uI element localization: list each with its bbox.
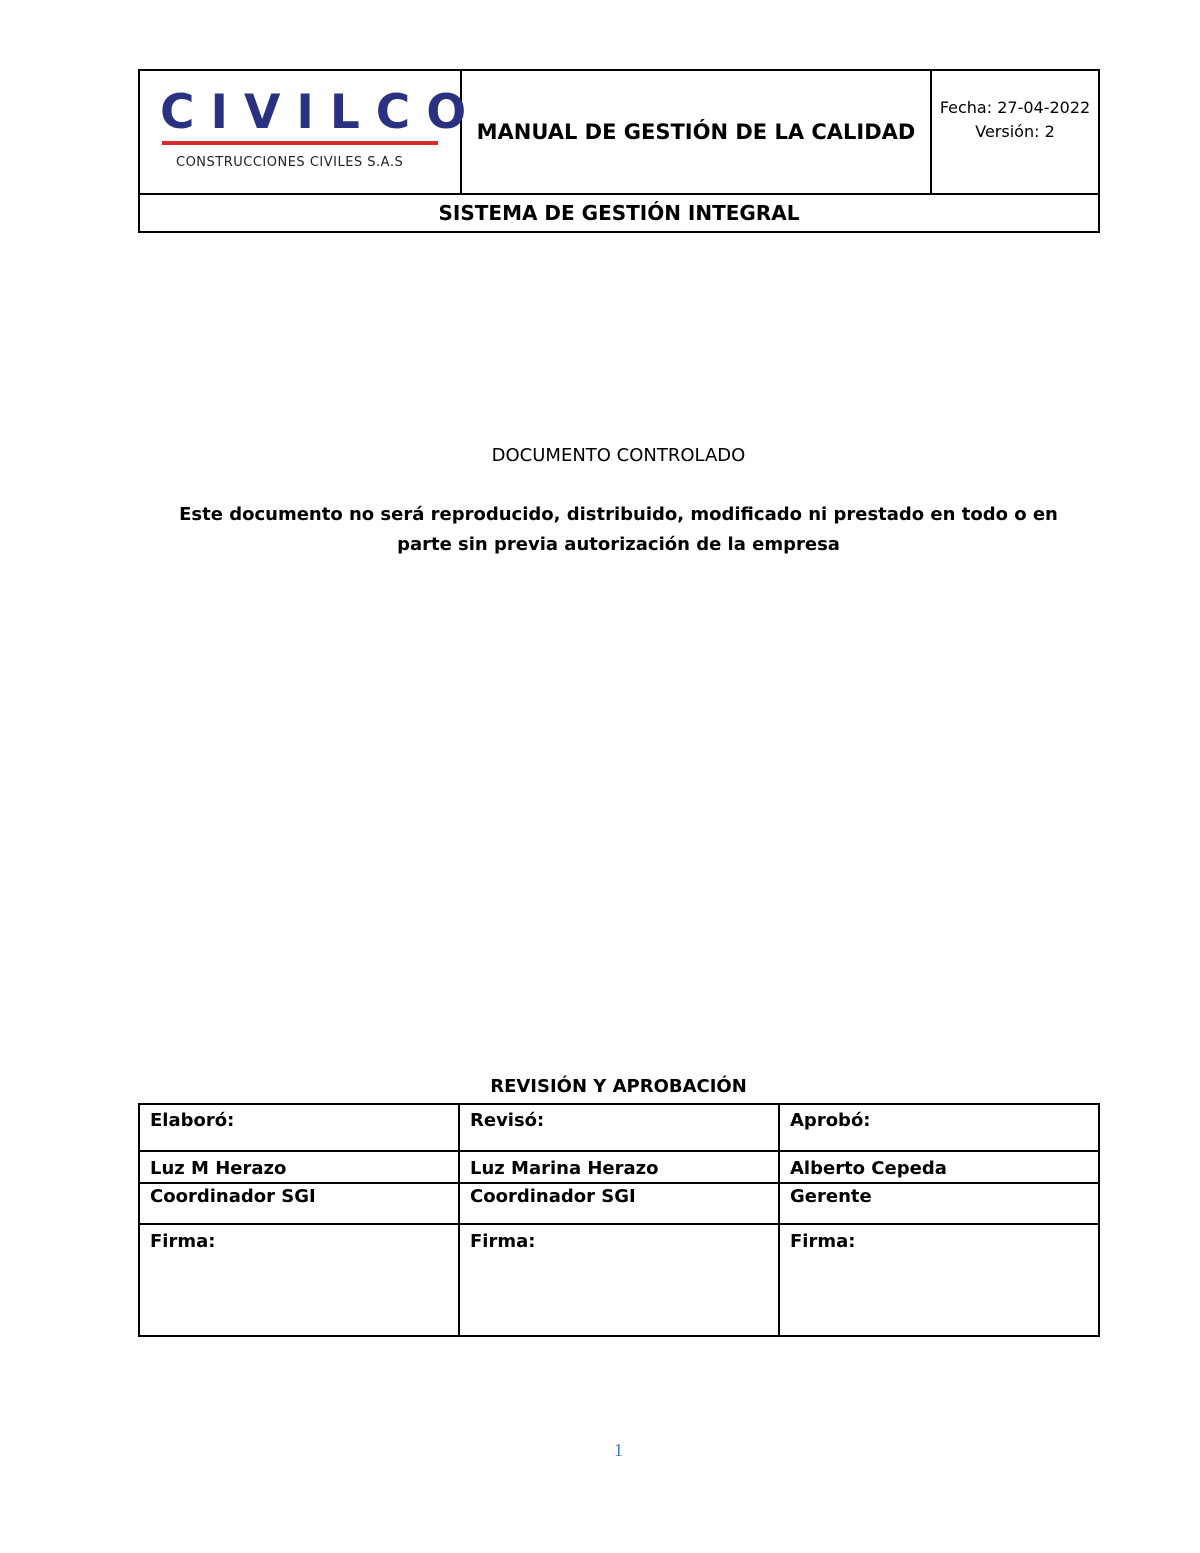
notice-title: DOCUMENTO CONTROLADO (491, 445, 746, 466)
document-date: Fecha: 27-04-2022 (939, 98, 1091, 117)
header-bottom-row (140, 195, 1098, 231)
signature-field: Firma: (150, 1231, 216, 1252)
notice-line: parte sin previa autorización de la empresa (397, 534, 840, 555)
signature-field: Firma: (470, 1231, 536, 1252)
role-label: Aprobó: (780, 1105, 1098, 1152)
document-title: MANUAL DE GESTIÓN DE LA CALIDAD (476, 120, 916, 144)
page-number: 1 (614, 1440, 623, 1460)
document-header (138, 69, 1100, 233)
approval-column-elaboro (140, 1105, 460, 1335)
signature-field: Firma: (790, 1231, 856, 1252)
notice-line: Este documento no será reproducido, distribuido, modificado ni prestado en todo o en (179, 504, 1058, 525)
notice-text (170, 500, 1067, 560)
person-position: Coordinador SGI (460, 1184, 778, 1225)
person-name: Luz M Herazo (140, 1154, 458, 1184)
person-position: Coordinador SGI (140, 1184, 458, 1225)
logo-cell (140, 71, 483, 193)
approval-column-reviso (460, 1105, 780, 1335)
system-title: SISTEMA DE GESTIÓN INTEGRAL (438, 201, 800, 225)
role-label: Elaboró: (140, 1105, 458, 1152)
approval-table (138, 1103, 1100, 1337)
logo-underline (162, 141, 438, 145)
person-name: Alberto Cepeda (780, 1154, 1098, 1184)
company-logo: CIVILCO (160, 85, 483, 140)
meta-cell (932, 71, 1098, 193)
document-version: Versión: 2 (975, 122, 1055, 141)
approval-heading: REVISIÓN Y APROBACIÓN (490, 1076, 747, 1097)
role-label: Revisó: (460, 1105, 778, 1152)
title-cell (462, 71, 932, 193)
approval-column-aprobo (780, 1105, 1098, 1335)
person-position: Gerente (780, 1184, 1098, 1225)
header-top-row (140, 71, 1098, 195)
person-name: Luz Marina Herazo (460, 1154, 778, 1184)
logo-tagline: CONSTRUCCIONES CIVILES S.A.S (176, 155, 404, 170)
